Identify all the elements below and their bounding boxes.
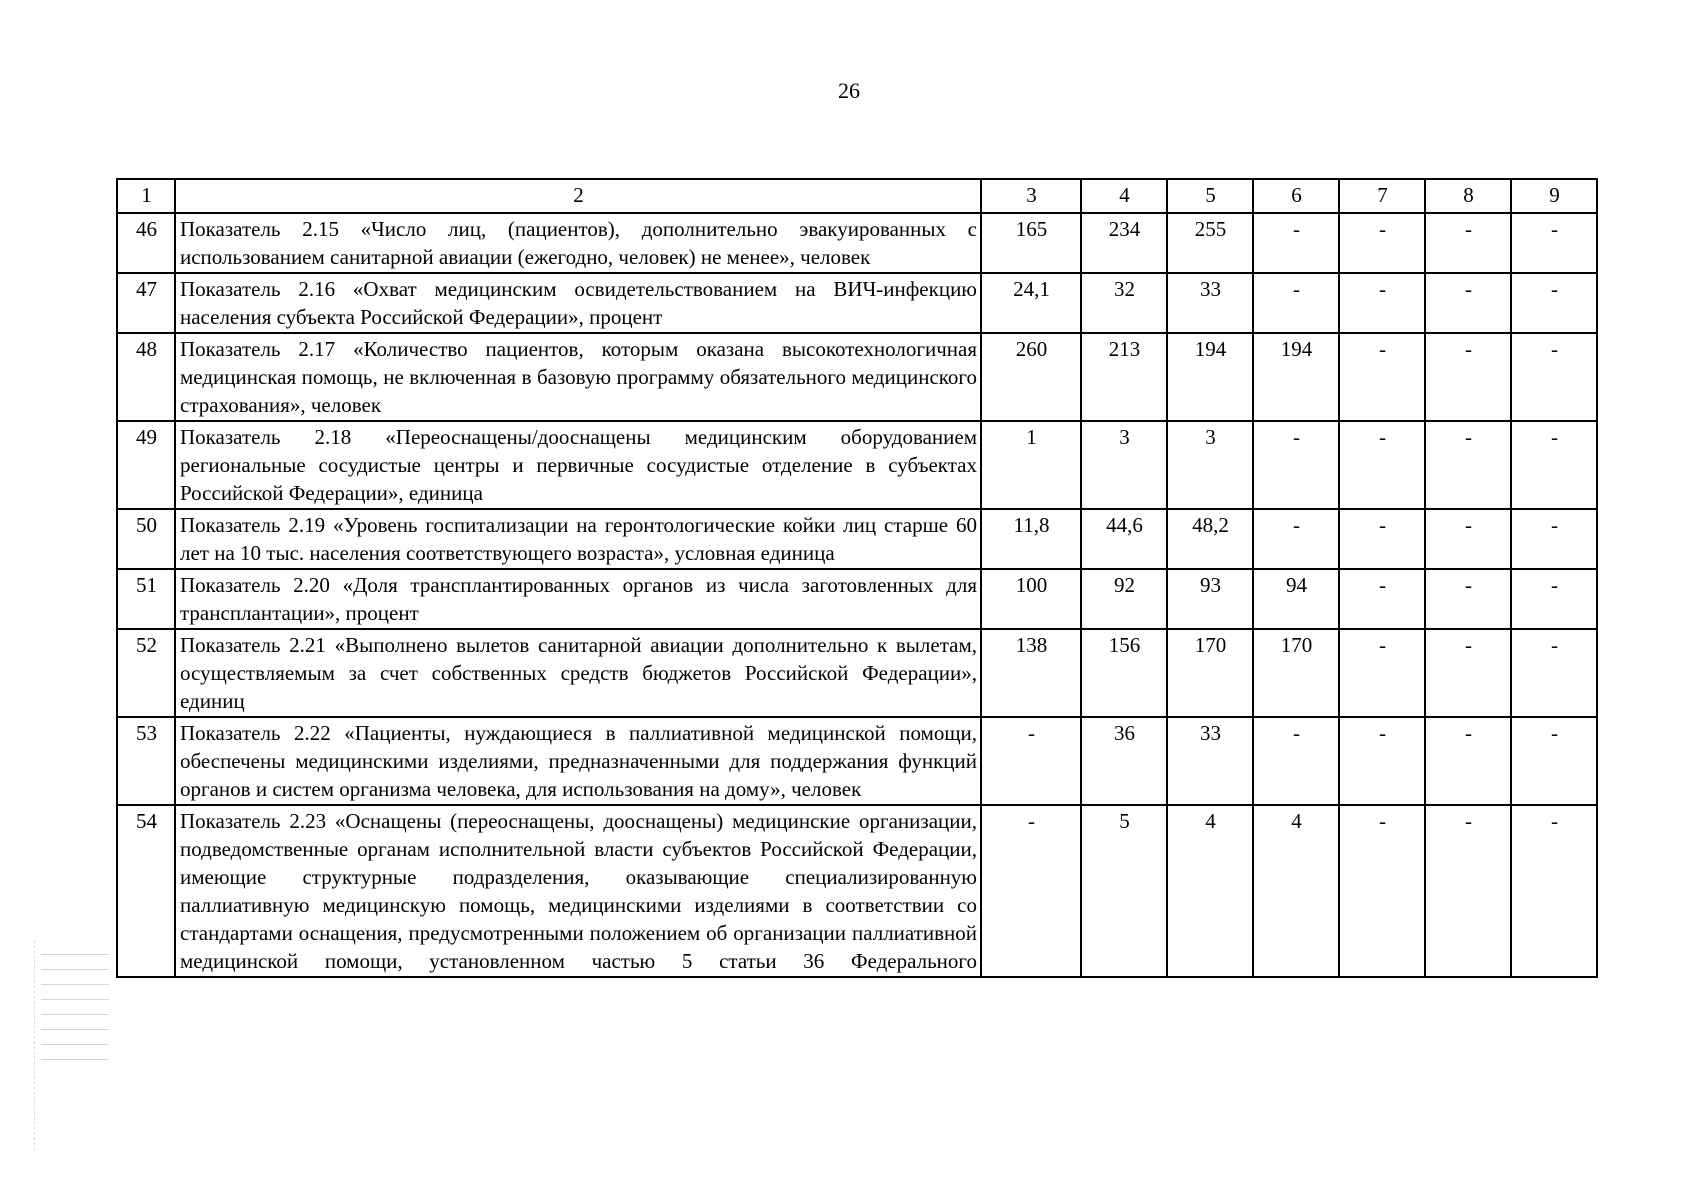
indicator-value: 24,1 [981,273,1081,333]
indicator-value: 3 [1167,421,1253,509]
indicator-value: - [1425,805,1511,977]
indicator-value: 93 [1167,569,1253,629]
indicator-value: - [1339,805,1425,977]
indicator-value: - [1425,717,1511,805]
column-header: 5 [1167,179,1253,213]
row-number: 50 [117,509,175,569]
margin-stamp-marks [34,940,115,1150]
indicator-value: - [1511,805,1597,977]
indicator-value: 170 [1253,629,1339,717]
row-number: 53 [117,717,175,805]
indicator-value: 213 [1081,333,1167,421]
indicator-description: Показатель 2.22 «Пациенты, нуждающиеся в паллиативной медицинской помощи, обеспечены медицинскими изделиями, предназначенными для поддержания функций органов и систем организма человека, для использования на дому», человек [175,717,981,805]
indicator-value: 33 [1167,717,1253,805]
table-row [117,629,1597,717]
indicator-value: 194 [1253,333,1339,421]
column-header: 4 [1081,179,1167,213]
indicator-value: 33 [1167,273,1253,333]
indicator-value: - [1511,333,1597,421]
indicator-value: - [1425,421,1511,509]
indicator-value: - [1339,569,1425,629]
row-number: 54 [117,805,175,977]
indicator-value: - [1253,509,1339,569]
indicator-value: - [1425,333,1511,421]
indicator-value: 36 [1081,717,1167,805]
table-row [117,509,1597,569]
indicator-value: 32 [1081,273,1167,333]
indicator-description: Показатель 2.20 «Доля трансплантированных органов из числа заготовленных для трансплантации», процент [175,569,981,629]
indicator-value: - [1339,509,1425,569]
row-number: 51 [117,569,175,629]
indicator-value: - [1339,213,1425,273]
indicator-value: - [1511,509,1597,569]
indicator-value: 138 [981,629,1081,717]
indicator-value: - [981,805,1081,977]
indicator-value: 3 [1081,421,1167,509]
indicator-value: - [1339,629,1425,717]
column-header: 2 [175,179,981,213]
indicator-value: - [1339,421,1425,509]
indicator-description: Показатель 2.21 «Выполнено вылетов санитарной авиации дополнительно к вылетам, осуществляемым за счет собственных средств бюджетов Российской Федерации», единиц [175,629,981,717]
indicator-description: Показатель 2.18 «Переоснащены/дооснащены медицинским оборудованием региональные сосудистые центры и первичные сосудистые отделение в субъектах Российской Федерации», единица [175,421,981,509]
table-row [117,421,1597,509]
indicator-value: - [1339,717,1425,805]
indicator-value: - [1511,629,1597,717]
column-header: 8 [1425,179,1511,213]
indicator-value: - [1425,569,1511,629]
table-row [117,717,1597,805]
indicator-value: 4 [1253,805,1339,977]
indicator-value: 48,2 [1167,509,1253,569]
indicator-value: - [1511,421,1597,509]
indicator-description: Показатель 2.16 «Охват медицинским освидетельствованием на ВИЧ-инфекцию населения субъекта Российской Федерации», процент [175,273,981,333]
indicator-value: 94 [1253,569,1339,629]
indicator-value: - [1425,509,1511,569]
indicator-value: - [1511,213,1597,273]
indicator-description: Показатель 2.15 «Число лиц, (пациентов), дополнительно эвакуированных с использованием санитарной авиации (ежегодно, человек) не менее», человек [175,213,981,273]
indicator-value: 234 [1081,213,1167,273]
row-number: 47 [117,273,175,333]
indicator-description: Показатель 2.17 «Количество пациентов, которым оказана высокотехнологичная медицинская помощь, не включенная в базовую программу обязательного медицинского страхования», человек [175,333,981,421]
indicator-value: - [1253,717,1339,805]
indicators-table [116,178,1598,978]
indicator-value: 255 [1167,213,1253,273]
indicator-value: - [1511,569,1597,629]
indicator-value: 260 [981,333,1081,421]
indicator-value: 1 [981,421,1081,509]
indicator-value: 5 [1081,805,1167,977]
indicator-value: 44,6 [1081,509,1167,569]
page-number: 26 [838,78,860,103]
column-header: 1 [117,179,175,213]
table-row [117,273,1597,333]
table-row [117,333,1597,421]
indicator-value: - [1425,273,1511,333]
row-number: 46 [117,213,175,273]
indicator-value: - [1511,717,1597,805]
indicator-value: - [1425,213,1511,273]
indicator-value: 11,8 [981,509,1081,569]
indicator-description: Показатель 2.19 «Уровень госпитализации на геронтологические койки лиц старше 60 лет на 10 тыс. населения соответствующего возраста», условная единица [175,509,981,569]
column-header: 9 [1511,179,1597,213]
indicator-value: 100 [981,569,1081,629]
indicator-value: 170 [1167,629,1253,717]
indicator-value: - [1339,273,1425,333]
indicator-value: 156 [1081,629,1167,717]
indicator-value: 194 [1167,333,1253,421]
row-number: 52 [117,629,175,717]
column-header: 7 [1339,179,1425,213]
column-header: 6 [1253,179,1339,213]
indicator-value: - [981,717,1081,805]
column-header: 3 [981,179,1081,213]
indicator-value: - [1425,629,1511,717]
indicator-value: - [1253,273,1339,333]
indicator-value: 4 [1167,805,1253,977]
indicator-value: 92 [1081,569,1167,629]
indicator-value: 165 [981,213,1081,273]
table-row [117,569,1597,629]
table-row [117,213,1597,273]
row-number: 49 [117,421,175,509]
indicator-value: - [1511,273,1597,333]
table-row [117,805,1597,977]
indicator-value: - [1339,333,1425,421]
indicator-value: - [1253,213,1339,273]
row-number: 48 [117,333,175,421]
indicator-value: - [1253,421,1339,509]
indicator-description: Показатель 2.23 «Оснащены (переоснащены, дооснащены) медицинские организации, подведомственные органам исполнительной власти субъектов Российской Федерации, имеющие структурные подразделения, оказывающие специализированную паллиативную медицинскую помощь, медицинскими изделиями в соответствии со стандартами оснащения, предусмотренными положением об организации паллиативной медицинской помощи, установленном частью 5 статьи 36 Федерального [175,805,981,977]
header-row [117,179,1597,213]
